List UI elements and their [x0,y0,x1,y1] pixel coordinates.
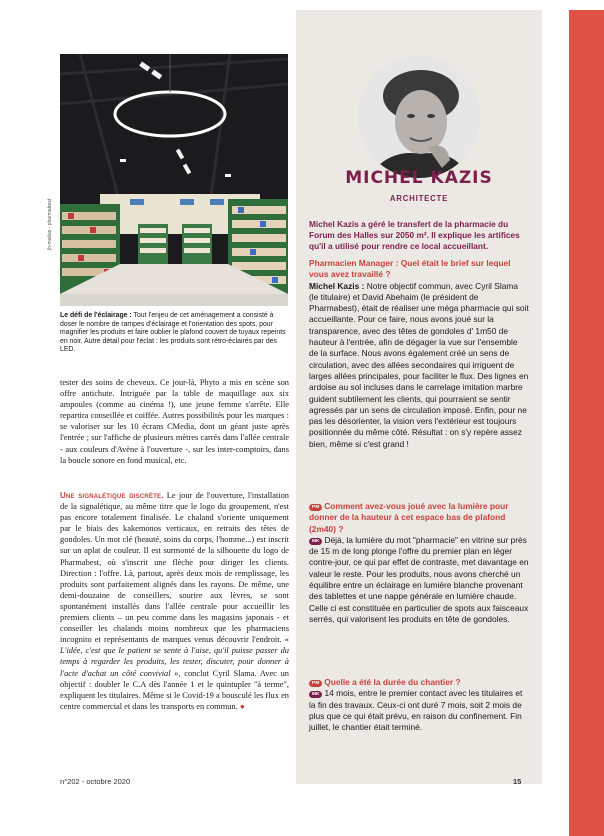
interview-intro: Michel Kazis a géré le transfert de la pharmacie du Forum des Halles sur 2050 m². Il explique les artifices qu'il a utilisé pour rendre ce local accueillant. [309,219,520,252]
answer-1 [309,281,529,450]
end-mark: ● [239,701,245,711]
answer-3 [309,688,529,733]
photo-credit: jb-matias - pharmabest [47,198,53,250]
section-lead: Une signalétique discrète. [60,491,164,500]
qa-block-2 [309,501,529,625]
architect-name: MICHEL KAZIS [345,168,493,188]
answer-1-speaker: Michel Kazis : [309,280,365,291]
caption-title: Le défi de l'éclairage : [60,312,132,319]
pm-badge: PM [309,680,322,687]
store-interior-photo [60,54,288,306]
photo-caption [60,312,290,355]
qa-block-1 [309,258,529,450]
quote: L'idée, c'est que le patient se sente à l'aise, qu'il puisse passer du temps à regarder les produits, les tester, discuter, pour donner à l'acte d'achat un côté convivial [60,646,289,678]
answer-1-text: Notre objectif commun, avec Cyril Slama (le titulaire) et David Abehaim (le président de Pharmabest), était de réaliser une méga pharmacie qui soit accueillante. Pour ce faire, nous avons joué sur la transparence, avec des têtes de gondoles d' 1m50 de hauteur à l'entrée, afin de dégager la vue sur l'ensemble de la surface. Nous avons également créé un sens de circulation, avec des allées secondaires qui irriguent de larges allées principales, pour faciliter le flux. Des lignes en ardoise au sol incluses dans le carrelage imitation marbre guident subtilement les clients, qui pourraient se sentir agressés par un sens de circulation imposé. Enfin, pour ne pas les désorienter, la vision vers l'extérieur est toujours positionnée du même côté. Résultat : on s'y repère assez bien, même si c'est grand ! [309,280,529,449]
article-paragraph-1: tester des soins de cheveux. Ce jour-là, Phyto a mis en scène son offre antichute. Intriguée par la table de maquillage aux six ampoules (comme au cinéma !), une jeune femme s'arrête. Elle repartira conseillée et coiffée. Autres possibilités pour les marques : se valoriser sur les 10 écrans CMedia, dont un géant juste après l'entrée ; sur l'affiche de plusieurs mètres carrés dans l'allée centrale - aux couleurs d'Avène à l'ouverture -, sur les inter-comptoirs, dans la boucle sonore en fond musical, etc. [60,378,289,465]
issue-info: n°202 - octobre 2020 [60,777,131,786]
answer-3-text: 14 mois, entre le premier contact avec les titulaires et la fin des travaux. Ceux-ci ont duré 7 mois, soit 2 mois de plus que ce qui était prévu, en raison du confinement. Fin juillet, le chantier était terminé. [309,688,523,733]
caption-text: Tout l'enjeu de cet aménagement a consisté à doser le nombre de rampes d'éclairage et l'orientation des spots, pour magnifier les produits et faire oublier le plafond couvert de tuyaux repeints en noir. Autre détail pour l'éclat : les produits sont rétro-éclairés par des LED. [60,312,286,354]
article-paragraph-2 [60,490,289,712]
question-2 [309,501,529,535]
paragraph-text-a: Le jour de l'ouverture, l'installation de la signalétique, au même titre que le logo du groupement, n'est pas encore totalement finalisée. Le chaland s'oriente uniquement par le biais des kakemonos verticaux, en retraits des têtes de gondoles. Un mot clé (beauté, soins du corps, l'homme...) est inscrit sur un aplat de couleur. Il est surmonté de la silhouette du logo de Pharmabest, où s'inscrit une flèche pour diriger les clients. Direction : l'offre. Là, partout, après deux mois de remplissage, les produits sont parfaitement alignés dans les rayons. De même, une demi-douzaine de conseillers, sourire aux lèvres, se sont spontanément installés dans l'allée centrale pour accueillir les premiers clients – un peu comme dans les magasins japonais - et conseiller les chalands moins nombreux que les pharmaciens incognito et représentants de marques venus découvrir l'endroit. « [60,491,289,645]
paragraph-text-b: », conclut Cyril Slama. Avec un objectif : doubler le C.A dès l'année 1 et le quintupler "à terme", expliquent les titulaires. Même si le Covid-19 a bousculé les flux en centre commercial et dans les transports en commun. [60,668,289,711]
question-3-text: Quelle a été la durée du chantier ? [324,677,461,687]
answer-2-text: Déjà, la lumière du mot "pharmacie" en vitrine sur près de 15 m de long plonge l'offre du premier plan en léger contre-jour, ce qui par effet de contraste, met davantage en valeur le reste. Pour les produits, nous avons cherché un équilibre entre un éclairage en lumière blanche provenant des tablettes et une nappe générale en lumière chaude. Celle ci est constituée en particulier de spots aux faisceaux serrés, qui valorisent les produits en tête de gondoles. [309,534,529,624]
page-number: 15 [513,777,522,786]
mk-badge: MK [309,691,322,698]
answer-2 [309,535,529,625]
question-3 [309,677,529,688]
architect-role: ARCHITECTE [389,194,449,203]
page-edge-bar [569,10,604,836]
architect-portrait [358,56,480,178]
question-2-text: Comment avez-vous joué avec la lumière pour donner de la hauteur à cet espace bas de plafond (2m40) ? [309,501,509,534]
question-1: Pharmacien Manager : Quel était le brief sur lequel vous avez travaillé ? [309,258,511,280]
pm-badge: PM [309,504,322,511]
mk-badge: MK [309,538,322,545]
qa-block-3 [309,677,529,733]
